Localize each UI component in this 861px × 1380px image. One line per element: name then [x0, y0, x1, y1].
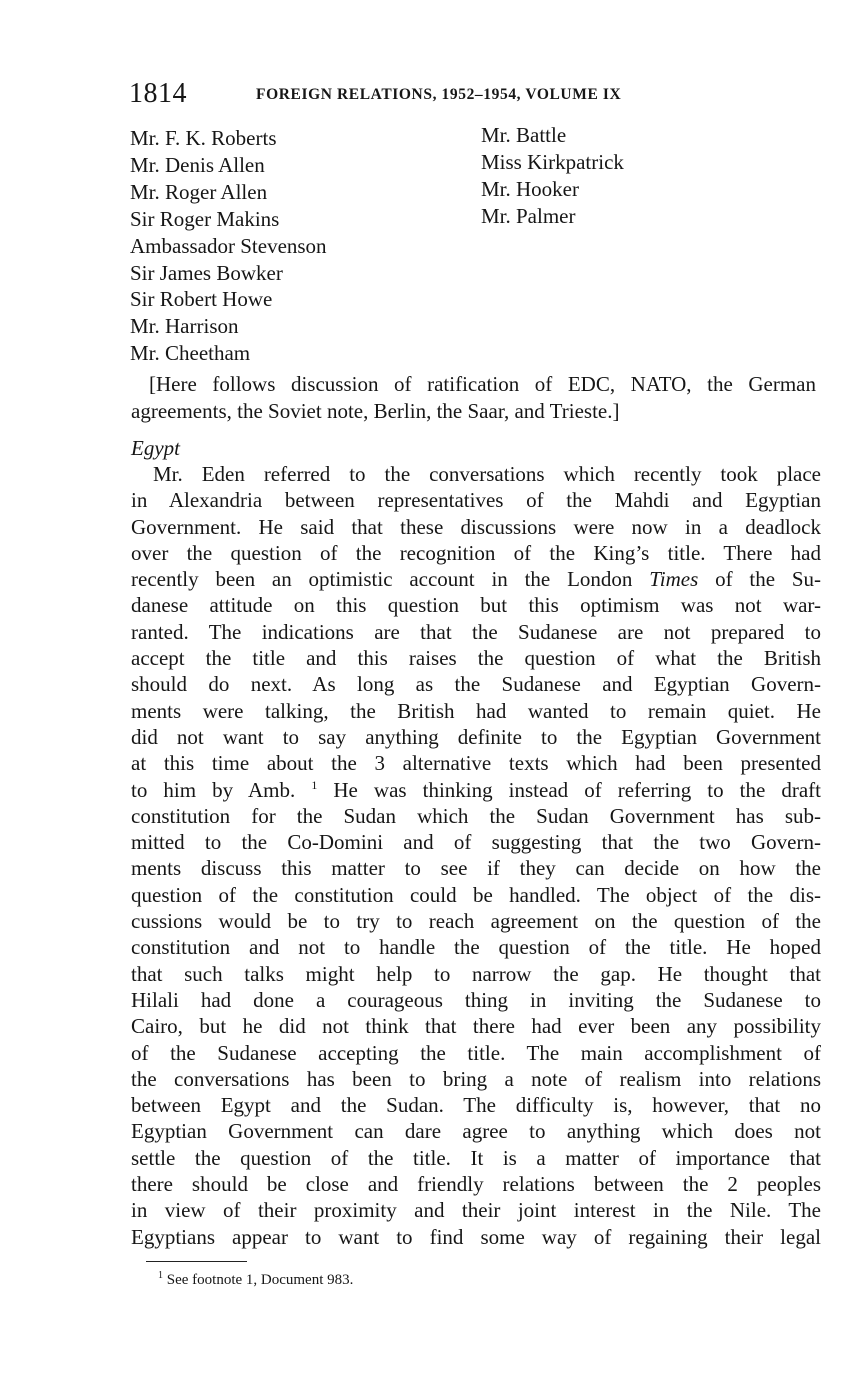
- attendee-name: Mr. Denis Allen: [130, 152, 265, 177]
- attendee-name: Mr. Palmer: [481, 203, 576, 228]
- text-line: Egyptian Government can dare agree to anything which does not: [131, 1119, 821, 1144]
- running-head: FOREIGN RELATIONS, 1952–1954, VOLUME IX: [256, 86, 622, 103]
- text-line: [131, 566, 821, 592]
- text-line: question of the constitution could be handled. The object of the dis-: [131, 882, 821, 907]
- text-line: at this time about the 3 alternative texts which had been presented: [131, 751, 821, 776]
- text-line: that such talks might help to narrow the gap. He thought that: [131, 961, 821, 986]
- text-line: in Alexandria between representatives of the Mahdi and Egyptian: [131, 488, 821, 513]
- text-line: Government. He said that these discussions were now in a deadlock: [131, 514, 821, 539]
- footnote-marker: 1: [158, 1270, 163, 1281]
- text-line: cussions would be to try to reach agreement on the question of the: [131, 909, 821, 934]
- newspaper-title: Times: [649, 567, 699, 592]
- text-line: between Egypt and the Sudan. The difficulty is, however, that no: [131, 1093, 821, 1118]
- text-run: recently been an optimistic account in the London: [131, 567, 633, 592]
- attendee-name: Sir Roger Makins: [130, 206, 280, 231]
- text-line: mitted to the Co-Domini and of suggesting that the two Govern-: [131, 830, 821, 855]
- section-heading: Egypt: [131, 436, 180, 460]
- attendee-list-left: [130, 125, 327, 367]
- text-run: of the Su-: [698, 567, 822, 592]
- attendee-name: Mr. Harrison: [130, 314, 239, 339]
- text-line: ranted. The indications are that the Sudanese are not prepared to: [131, 619, 821, 644]
- attendee-list-right: [481, 122, 624, 230]
- page-number: 1814: [129, 78, 187, 109]
- text-line: settle the question of the title. It is a matter of importance that: [131, 1145, 821, 1170]
- attendee-name: Mr. Cheetham: [130, 341, 251, 366]
- body-paragraph: [131, 461, 821, 1250]
- attendee-name: Sir James Bowker: [130, 260, 283, 285]
- text-line: should do next. As long as the Sudanese and Egyptian Govern-: [131, 672, 821, 697]
- text-line: constitution and not to handle the question of the title. He hoped: [131, 935, 821, 960]
- text-line: there should be close and friendly relations between the 2 peoples: [131, 1172, 821, 1197]
- attendee-name: Ambassador Stevenson: [130, 233, 327, 258]
- text-line: over the question of the recognition of the King’s title. There had: [131, 540, 821, 565]
- text-line: Cairo, but he did not think that there had ever been any possibility: [131, 1014, 821, 1039]
- footnote-text: See footnote 1, Document 983.: [166, 1272, 354, 1288]
- attendee-name: Sir Robert Howe: [130, 287, 273, 312]
- text-line: ments were talking, the British had wanted to remain quiet. He: [131, 698, 821, 723]
- text-line: did not want to say anything definite to the Egyptian Government: [131, 724, 821, 749]
- text-line: [131, 777, 821, 803]
- footnote-reference[interactable]: 1: [311, 777, 318, 792]
- text-run: He was thinking instead of referring to the draft: [317, 777, 821, 802]
- footnote-divider: [146, 1261, 247, 1262]
- text-line: Egyptians appear to want to find some way of regaining their legal: [131, 1224, 821, 1249]
- attendee-name: Mr. Hooker: [481, 176, 579, 201]
- text-line: ments discuss this matter to see if they can decide on how the: [131, 856, 821, 881]
- editorial-note: [Here follows discussion of ratification of EDC, NATO, the German agreements, the Soviet note, Berlin, the Saar, and Trieste.]: [131, 372, 816, 423]
- text-line: the conversations has been to bring a note of realism into relations: [131, 1066, 821, 1091]
- text-line: danese attitude on this question but this optimism was not war-: [131, 593, 821, 618]
- text-line: Mr. Eden referred to the conversations which recently took place: [153, 462, 821, 486]
- attendee-name: Miss Kirkpatrick: [481, 149, 624, 174]
- text-line: accept the title and this raises the question of what the British: [131, 646, 821, 671]
- attendee-name: Mr. Roger Allen: [130, 179, 268, 204]
- footnote: [158, 1270, 353, 1289]
- text-line: Hilali had done a courageous thing in inviting the Sudanese to: [131, 987, 821, 1012]
- text-line: in view of their proximity and their joint interest in the Nile. The: [131, 1198, 821, 1223]
- attendee-name: Mr. Battle: [481, 123, 567, 147]
- text-line: constitution for the Sudan which the Sudan Government has sub-: [131, 803, 821, 828]
- text-run: to him by Amb.: [131, 777, 296, 802]
- attendee-name: Mr. F. K. Roberts: [130, 126, 277, 150]
- text-line: of the Sudanese accepting the title. The main accomplishment of: [131, 1040, 821, 1065]
